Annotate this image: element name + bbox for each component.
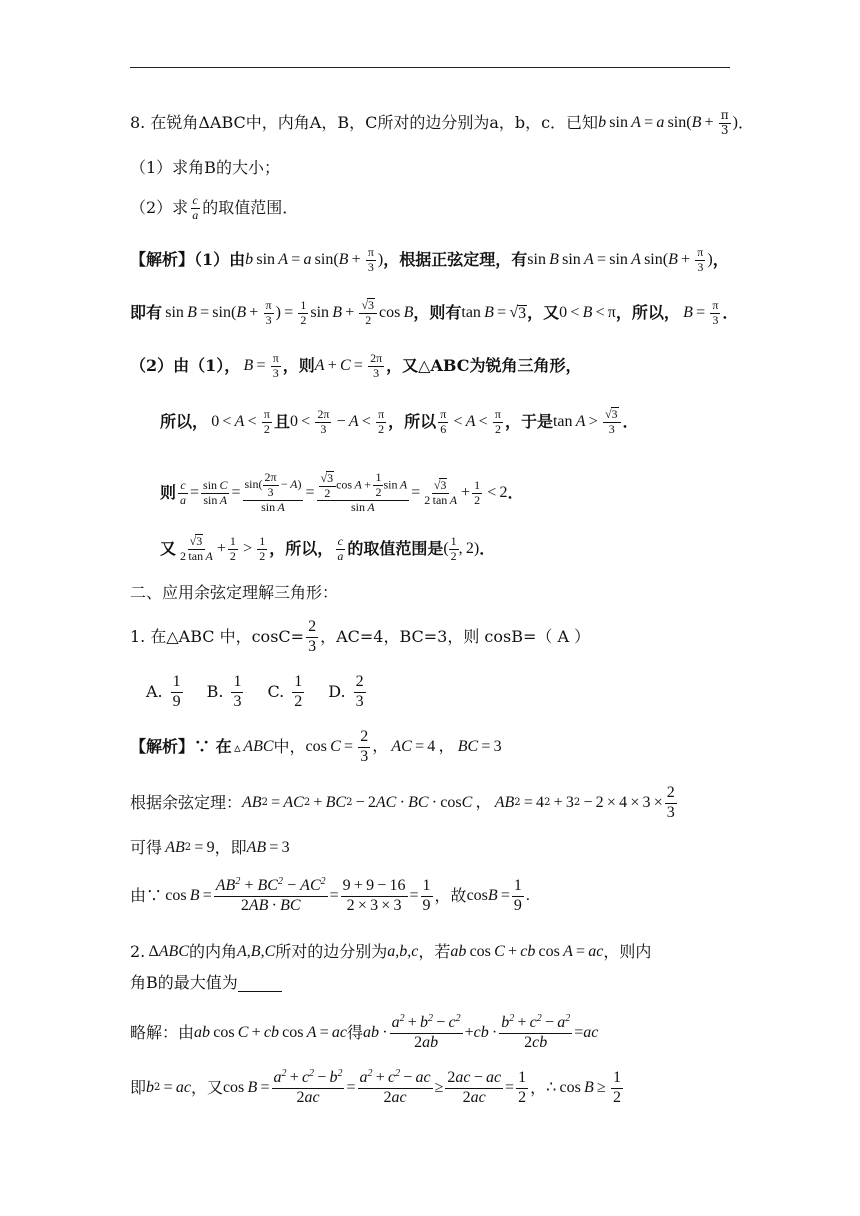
solution-1-line-2: 根据余弦定理： AB 2 = AC 2 + BC 2 − 2 AC · BC · cos C ， AB 2 = 4 2 + 3 2 − 2 × 4 × 3 × $\frac{2}{3}$ bbox=[130, 784, 675, 821]
solution-1-line-4: 由∵ cos B = $\frac{AB^2 + BC^2 - AC^2}{2AB \cdot BC}$ = $\frac{9 + 9 - 16}{2 \times 3 \times 3}$ = $\frac{1}{9}$ ，故 cos B = $\frac{1}{9}$ . bbox=[130, 876, 530, 914]
solution-8-line-2: 即有 sin B = sin( B + $\frac{\pi}{3}$ ) = $\frac{1}{2}$ sin B + $\frac{√3}{2}$ cos B ，则有 tan B = √ 3 ，又 0 < B < π ，所以， B = $\frac{\pi}{3}$ ． bbox=[130, 297, 739, 327]
problem-8-condition: b bbox=[598, 114, 607, 131]
option-b-label: B. bbox=[206, 682, 224, 701]
solution-1-line-1: 【解析】∵ 在 ▵ ABC 中， cos C = $\frac{2}{3}$ ， AC = 4 ， BC = 3 bbox=[130, 728, 502, 765]
header-rule bbox=[130, 67, 730, 68]
problem-1-options bbox=[146, 672, 756, 712]
problem-2-line-1: 2. Δ ABC 的内角 A , B , C 所对的边分别为 a , b , c ，若 ab cos C + cb cos A = ac ，则内 bbox=[130, 942, 652, 961]
option-a-label: A. bbox=[146, 682, 163, 701]
problem-8-part-2: （2）求 c a 的取值范围． bbox=[130, 192, 299, 222]
solution-8-line-5: 则 $\frac{c}{a}$ = $\frac{\text{sin C}}{\text{sin A}}$ = sin( $\frac{2\pi}{3}$ − A) sin A = $\frac{√3}{2}$ cos A + $\frac{1}{2}$ sin A sin A = $\frac{√3}{\text{2 tan A}}$ + $\frac{1}{2}$ < 2 ． bbox=[160, 470, 524, 515]
problem-1-stem: 1. 在△ABC 中，cosC= $\frac{2}{3}$ ，AC=4，BC=3，则 cosB=（ A ） bbox=[130, 618, 591, 655]
problem-2-line-4: 即 b 2 = ac ，又 cos B = $\frac{a^2 + c^2 - b^2}{2ac}$ = $\frac{a^2 + c^2 - ac}{2ac}$ ≥ $\frac{2ac - ac}{2ac}$ = $\frac{1}{2}$ ， ∴ cos B ≥ $\frac{1}{2}$ bbox=[130, 1068, 621, 1106]
option-d-label: D. bbox=[328, 682, 346, 701]
solution-8-line-6: 又 √3 2 tan A + $\frac{1}{2}$ > 1 2 ，所以， c a 的取值范围是 ( 1 2 , 2) ． bbox=[160, 533, 496, 563]
option-c-value: 1 2 bbox=[294, 673, 303, 710]
answer-blank[interactable] bbox=[238, 975, 282, 992]
problem-8-stem: 8. 在锐角ΔABC中，内角A，B，C所对的边分别为a，b，c．已知 b sin A = a sin( B + $\frac{\pi}{3}$ ) ． bbox=[130, 107, 755, 137]
option-a-value: 1 9 bbox=[172, 673, 181, 710]
problem-8-part-1: （1）求角B的大小； bbox=[130, 158, 280, 177]
option-c-label: C. bbox=[267, 682, 285, 701]
solution-1-line-3: 可得 AB 2 = 9 ，即 AB = 3 bbox=[130, 838, 290, 857]
solution-8-line-1: 【解析】（1）由 b sin A = a sin( B + $\frac{\pi}{3}$ ) ，根据正弦定理，有 sin B sin A = sin A sin( B + $\frac{\pi}{3}$ ) ， bbox=[130, 244, 729, 274]
solution-8-line-3: （2）由（1）， B = $\frac{\pi}{3}$ ，则 A + C = $\frac{2\pi}{3}$ ，又△ABC为锐角三角形， bbox=[130, 350, 582, 380]
solution-8-line-4: 所以， 0 < A < π 2 且 0 < 2π 3 − A < π 2 ，所以 π 6 < A < π 2 ，于是 tan A > √3 3 ． bbox=[160, 406, 639, 436]
option-d-value: 2 3 bbox=[355, 673, 364, 710]
section-2-title: 二、应用余弦定理解三角形： bbox=[130, 583, 339, 602]
option-b-value: 1 3 bbox=[233, 673, 242, 710]
problem-2-line-2: 角B的最大值为 bbox=[130, 963, 740, 1003]
problem-2-line-3: 略解：由 ab cos C + cb cos A = ac 得 ab · $a^2 + b^2 - c^2$ 2ab + cb · $\frac{b^2 + c^2 - a^2}{2cb}$ = ac bbox=[130, 1013, 599, 1051]
